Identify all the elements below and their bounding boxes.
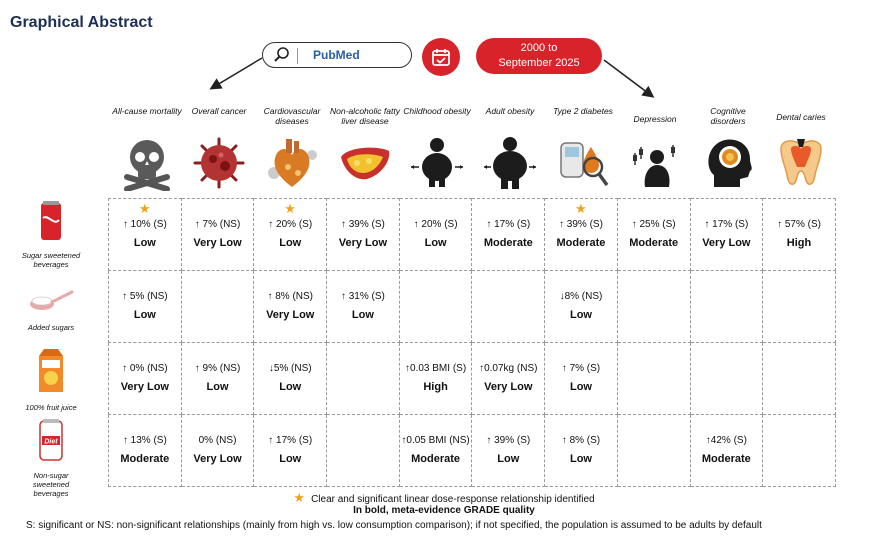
row-label: Sugar sweetened beverages [21, 251, 81, 269]
column-header: Depression [633, 114, 677, 124]
grade-quality: Low [569, 453, 592, 465]
effect-size: ↓8% (NS) [559, 291, 603, 302]
effect-size: ↑ 8% (NS) [267, 291, 313, 302]
effect-size: ↑42% (S) [705, 435, 747, 446]
star-note-text: Clear and significant linear dose-response relationship identified [311, 494, 595, 505]
juice-carton-icon [36, 348, 66, 394]
row-label: 100% fruit juice [25, 403, 77, 412]
effect-size: ↑ 39% (S) [559, 219, 603, 230]
footer-legend-note: S: significant or NS: non-significant relationships (mainly from high vs. low consumption comparison); if not specified, the population is assumed to be adults by default [26, 520, 762, 531]
grid-cell [763, 271, 836, 343]
grade-quality: Low [497, 453, 520, 465]
grid-cell [472, 199, 545, 271]
effect-size: ↑ 5% (NS) [122, 291, 168, 302]
grid-cell [254, 271, 327, 343]
grade-quality: Very Low [484, 381, 533, 393]
grade-quality: Low [279, 237, 302, 249]
effect-size: ↑0.07kg (NS) [479, 363, 538, 374]
column-header: All-cause mortality [112, 106, 182, 116]
depression-icon [619, 133, 691, 193]
effect-size: ↑ 17% (S) [486, 219, 531, 230]
grade-quality: Very Low [193, 237, 242, 249]
heart-icon [256, 133, 328, 193]
effect-size: ↓5% (NS) [268, 363, 312, 374]
search-separator [297, 48, 298, 64]
grid-cell [109, 343, 182, 415]
column-header: Cognitive disorders [710, 106, 746, 126]
grid-cell [399, 415, 472, 487]
grid-cell [181, 271, 254, 343]
effect-size: ↑ 17% (S) [268, 435, 313, 446]
star-icon: ★ [284, 201, 296, 216]
column-header: Dental caries [776, 112, 826, 122]
effect-size: ↑ 17% (S) [704, 219, 749, 230]
sugar-spoon-icon [28, 288, 74, 314]
date-range-pill [476, 38, 602, 74]
footer-bold-note: In bold, meta-evidence GRADE quality [353, 505, 535, 516]
grid-cell [690, 199, 763, 271]
pubmed-search-box [262, 42, 412, 68]
adult-obesity-icon [474, 133, 546, 193]
grade-quality: High [423, 381, 448, 393]
grid-cell [181, 199, 254, 271]
effect-size: ↑0.05 BMI (NS) [401, 435, 470, 446]
calendar-circle [422, 38, 460, 76]
grade-quality: Moderate [629, 237, 679, 249]
effect-size: ↑ 9% (NS) [194, 363, 241, 374]
effect-size: ↑ 25% (S) [631, 219, 676, 230]
grid-cell [763, 343, 836, 415]
effect-size: ↑ 31% (S) [340, 291, 385, 302]
grid-row [109, 199, 836, 271]
grid-cell [545, 343, 618, 415]
grid-row [109, 415, 836, 487]
column-header: Childhood obesity [403, 106, 471, 116]
grade-quality: Moderate [120, 453, 170, 465]
grid-cell [399, 343, 472, 415]
effect-size: ↑ 0% (NS) [122, 363, 168, 374]
star-icon: ★ [138, 201, 151, 216]
star-icon: ★ [574, 201, 587, 216]
grid-cell [617, 415, 690, 487]
grade-quality: Very Low [266, 309, 315, 321]
grid-cell [399, 199, 472, 271]
grid-cell [109, 199, 182, 271]
effect-size: ↑0.03 BMI (S) [405, 363, 467, 374]
tooth-caries-icon [765, 133, 837, 193]
grade-quality: Moderate [556, 237, 606, 249]
row-header-nssb [20, 418, 82, 498]
effect-size: ↑ 7% (S) [561, 363, 601, 374]
effect-size: ↑ 39% (S) [486, 435, 531, 446]
effect-size: ↑ 8% (S) [561, 435, 601, 446]
grid-cell [254, 415, 327, 487]
grid-cell [254, 343, 327, 415]
grid-cell [545, 271, 618, 343]
date-range-start: 2000 to [520, 42, 558, 54]
grid-cell [254, 199, 327, 271]
grid-cell [399, 271, 472, 343]
row-header-added-sugars [20, 288, 82, 332]
grid-cell [690, 415, 763, 487]
grade-quality: Low [133, 309, 156, 321]
calendar-icon [431, 47, 451, 67]
grade-quality: Low [133, 237, 156, 249]
row-header-ssb [20, 200, 82, 269]
grade-quality: High [786, 237, 812, 249]
grid-cell [763, 415, 836, 487]
grid-row [109, 271, 836, 343]
grade-quality: Low [206, 381, 229, 393]
column-header: Type 2 diabetes [553, 106, 613, 116]
fatty-liver-icon [329, 133, 401, 193]
grade-quality: Low [569, 309, 592, 321]
grade-quality: Moderate [483, 237, 533, 249]
grade-quality: Moderate [411, 453, 461, 465]
effect-size: ↑ 57% (S) [777, 219, 821, 230]
grid-cell [472, 415, 545, 487]
grade-quality: Very Low [338, 237, 388, 249]
column-header: Overall cancer [191, 106, 247, 116]
grid-cell [327, 343, 400, 415]
column-header: Non-alcoholic fatty liver disease [330, 106, 400, 126]
effect-size: ↑ 10% (S) [122, 219, 167, 230]
grid-cell [690, 271, 763, 343]
grid-cell [327, 415, 400, 487]
grid-cell [181, 343, 254, 415]
row-label: Non-sugar sweetened beverages [32, 471, 70, 498]
grid-cell [109, 271, 182, 343]
skull-crossbones-icon [111, 133, 183, 193]
cancer-cell-icon [183, 133, 255, 193]
grid-cell [617, 271, 690, 343]
effect-size: ↑ 39% (S) [340, 219, 385, 230]
grade-quality: Very Low [702, 237, 751, 249]
pubmed-logo: PubMed [313, 48, 360, 62]
footer-star-note [0, 490, 888, 506]
grade-quality: Moderate [701, 453, 751, 465]
grade-quality: Very Low [120, 381, 169, 393]
grade-quality: Low [279, 453, 302, 465]
grid-cell [472, 343, 545, 415]
grade-quality: Very Low [193, 453, 242, 465]
grid-cell [545, 415, 618, 487]
soda-can-icon [38, 200, 64, 242]
effect-size: ↑ 20% (S) [268, 219, 313, 230]
grid-cell [327, 199, 400, 271]
column-header: Cardiovascular diseases [263, 106, 321, 126]
arrow-right [604, 60, 652, 96]
svg-text:Diet: Diet [44, 438, 58, 446]
magnifier-icon [273, 46, 291, 69]
grid-cell [109, 415, 182, 487]
grid-cell [617, 199, 690, 271]
grid-cell [472, 271, 545, 343]
effect-size: 0% (NS) [198, 435, 237, 446]
effect-size: ↑ 7% (NS) [194, 219, 241, 230]
grade-quality: Low [279, 381, 302, 393]
grid-cell [327, 271, 400, 343]
brain-head-icon [692, 133, 764, 193]
grid-cell [617, 343, 690, 415]
grade-quality: Low [569, 381, 592, 393]
row-label: Added sugars [27, 323, 75, 332]
star-icon: ★ [293, 490, 306, 505]
child-obesity-icon [401, 133, 473, 193]
glucometer-icon [547, 133, 619, 193]
date-range-end: September 2025 [498, 57, 580, 69]
arrow-left [212, 58, 262, 88]
grade-quality: Low [351, 309, 374, 321]
evidence-grid [108, 198, 836, 487]
column-header: Adult obesity [485, 106, 535, 116]
grid-cell [181, 415, 254, 487]
grade-quality: Low [424, 237, 447, 249]
diet-can-icon [37, 418, 65, 462]
effect-size: ↑ 20% (S) [413, 219, 458, 230]
grid-cell [690, 343, 763, 415]
grid-row [109, 343, 836, 415]
effect-size: ↑ 13% (S) [122, 435, 167, 446]
grid-cell [545, 199, 618, 271]
grid-cell [763, 199, 836, 271]
row-header-fruit-juice [20, 348, 82, 412]
page-title: Graphical Abstract [10, 14, 153, 31]
